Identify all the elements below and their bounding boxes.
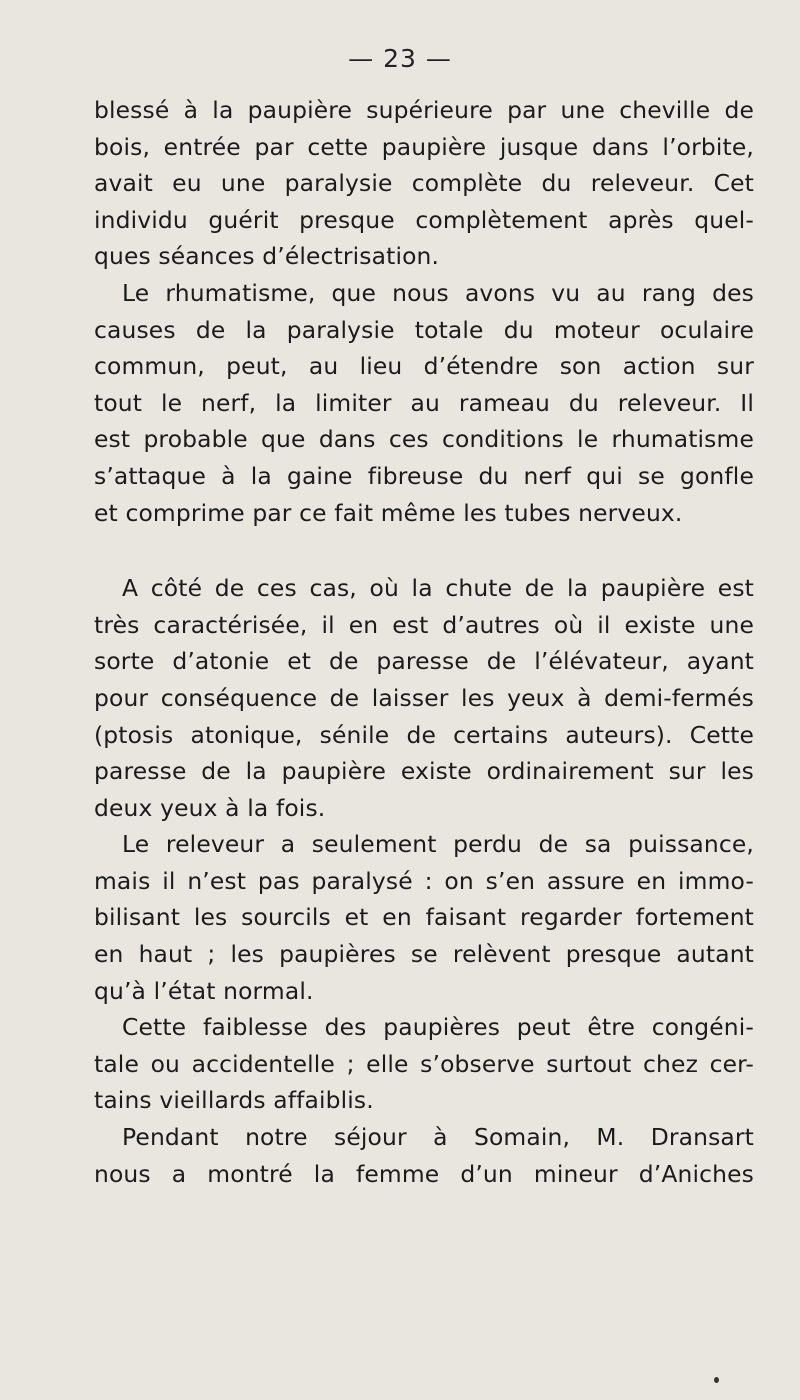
print-speck xyxy=(714,1377,719,1383)
text-line: blessé à la paupière supérieure par une cheville de xyxy=(94,96,754,124)
text-line: avait eu une paralysie complète du releveur. Cet xyxy=(94,169,754,198)
text-line: pour conséquence de laisser les yeux à demi-fermés xyxy=(94,683,754,712)
text-line: commun, peut, au lieu d’étendre son action sur xyxy=(94,352,754,381)
text-line: (ptosis atonique, sénile de certains auteurs). Cette xyxy=(94,720,754,749)
text-line: bois, entrée par cette paupière jusque dans l’orbite, xyxy=(94,132,754,161)
text-line: Le releveur a seulement perdu de sa puissance, xyxy=(122,830,754,859)
text-line: très caractérisée, il en est d’autres où il existe une xyxy=(94,610,754,639)
text-line: est probable que dans ces conditions le rhumatisme xyxy=(94,425,754,454)
text-line: Cette faiblesse des paupières peut être congéni- xyxy=(122,1013,754,1042)
paragraph xyxy=(94,1119,754,1192)
text-line: et comprime par ce fait même les tubes nerveux. xyxy=(94,498,683,527)
text-line: Pendant notre séjour à Somain, M. Dransart xyxy=(122,1123,754,1152)
text-line: A côté de ces cas, où la chute de la paupière est xyxy=(122,574,754,603)
paragraph xyxy=(94,275,754,531)
text-line: en haut ; les paupières se relèvent presque autant xyxy=(94,940,754,969)
text-line: tains vieillards affaiblis. xyxy=(94,1086,374,1115)
text-line: tout le nerf, la limiter au rameau du releveur. Il xyxy=(94,388,754,417)
paragraph xyxy=(94,92,754,275)
paragraph xyxy=(94,826,754,1009)
text-line: deux yeux à la fois. xyxy=(94,793,326,822)
text-line: paresse de la paupière existe ordinairement sur les xyxy=(94,757,754,786)
text-line: bilisant les sourcils et en faisant regarder fortement xyxy=(94,903,754,932)
text-line: sorte d’atonie et de paresse de l’élévateur, ayant xyxy=(94,647,754,676)
text-line: nous a montré la femme d’un mineur d’Aniches xyxy=(94,1159,754,1188)
body-text xyxy=(94,92,754,1192)
text-line: ques séances d’électrisation. xyxy=(94,242,440,271)
text-line: qu’à l’état normal. xyxy=(94,976,314,1005)
paragraph xyxy=(94,1009,754,1119)
text-line: individu guérit presque complètement après quel- xyxy=(94,205,754,234)
paragraph xyxy=(94,570,754,826)
text-line: mais il n’est pas paralysé : on s’en assure en immo- xyxy=(94,866,754,895)
text-line: causes de la paralysie totale du moteur oculaire xyxy=(94,315,754,344)
text-line: Le rhumatisme, que nous avons vu au rang des xyxy=(122,278,754,307)
paragraph-gap xyxy=(94,531,754,570)
text-line: tale ou accidentelle ; elle s’observe surtout chez cer- xyxy=(94,1049,754,1078)
text-line: s’attaque à la gaine fibreuse du nerf qui se gonfle xyxy=(94,461,754,490)
page-number: — 23 — xyxy=(348,44,452,73)
